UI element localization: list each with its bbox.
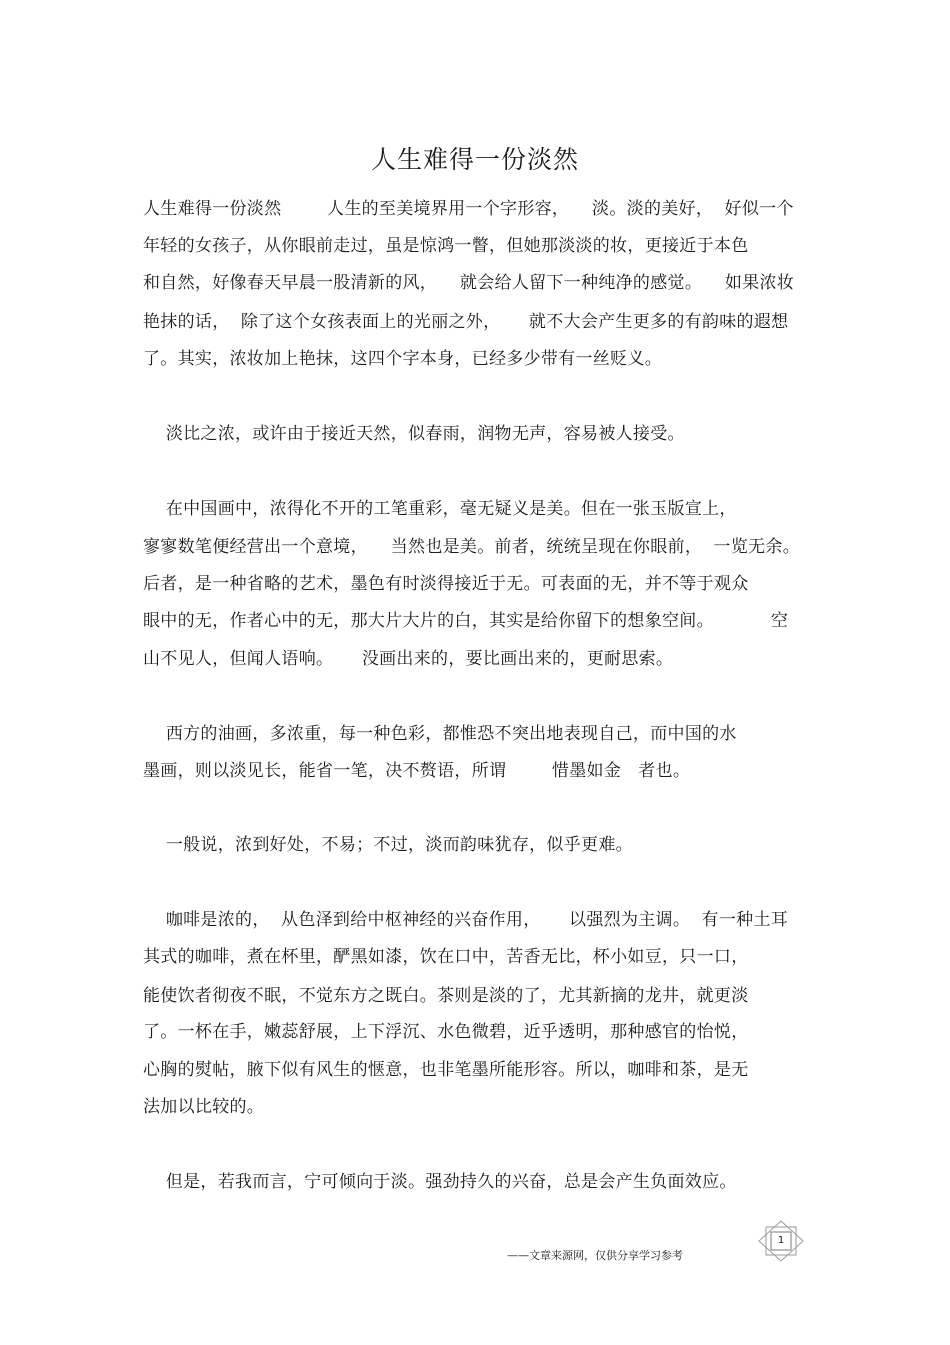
body-line: 山不见人，但闻人语响。 没画出来的，要比画出来的，更耐思索。: [143, 649, 674, 669]
body-line: 年轻的女孩子，从你眼前走过，虽是惊鸿一瞥，但她那淡淡的妆，更接近于本色: [143, 236, 749, 256]
body-line: 咖啡是浓的， 从色泽到给中枢神经的兴奋作用， 以强烈为主调。 有一种土耳: [143, 910, 789, 930]
footer-source-note: ——文章来源网，仅供分享学习参考: [507, 1249, 683, 1262]
document-title: 人生难得一份淡然: [370, 145, 579, 174]
body-line: 墨画，则以淡见长，能省一笔，决不赘语，所谓 惜墨如金 者也。: [143, 761, 691, 781]
body-line: 法加以比较的。: [143, 1097, 265, 1117]
body-line: 和自然，好像春天早晨一股清新的风， 就会给人留下一种纯净的感觉。 如果浓妆: [143, 273, 795, 293]
body-line: 人生难得一份淡然 人生的至美境界用一个字形容， 淡。淡的美好， 好似一个: [143, 199, 794, 219]
body-line: 了。一杯在手，嫩蕊舒展，上下浮沉、水色微碧，近乎透明，那种感官的怡悦，: [143, 1022, 749, 1042]
body-line: 后者，是一种省略的艺术，墨色有时淡得接近于无。可表面的无，并不等于观众: [143, 574, 749, 594]
body-line: 眼中的无，作者心中的无，那大片大片的白，其实是给你留下的想象空间。 空: [143, 611, 789, 631]
body-line: 但是，若我而言，宁可倾向于淡。强劲持久的兴奋，总是会产生负面效应。: [143, 1172, 737, 1192]
body-line: 淡比之浓，或许由于接近天然，似春雨，润物无声，容易被人接受。: [143, 424, 685, 444]
body-line: 寥寥数笔便经营出一个意境， 当然也是美。前者，统统呈现在你眼前， 一览无余。: [143, 537, 801, 557]
body-line: 一般说，浓到好处，不易；不过，淡而韵味犹存，似乎更难。: [143, 835, 633, 855]
page-number: 1: [777, 1235, 785, 1246]
body-line: 心胸的熨帖，腋下似有风生的惬意，也非笔墨所能形容。所以，咖啡和茶，是无: [143, 1060, 749, 1080]
body-line: 艳抹的话， 除了这个女孩表面上的光丽之外， 就不大会产生更多的有韵味的遐想: [143, 312, 789, 332]
body-line: 西方的油画，多浓重，每一种色彩，都惟恐不突出地表现自己，而中国的水: [143, 724, 737, 744]
body-line: 了。其实，浓妆加上艳抹，这四个字本身，已经多少带有一丝贬义。: [143, 349, 662, 369]
body-line: 其式的咖啡，煮在杯里，酽黑如漆，饮在口中，苦香无比，杯小如豆，只一口，: [143, 947, 749, 967]
body-line: 在中国画中，浓得化不开的工笔重彩，毫无疑义是美。但在一张玉版宣上，: [143, 499, 737, 519]
body-line: 能使饮者彻夜不眠，不觉东方之既白。茶则是淡的了，尤其新摘的龙井，就更淡: [143, 986, 749, 1006]
